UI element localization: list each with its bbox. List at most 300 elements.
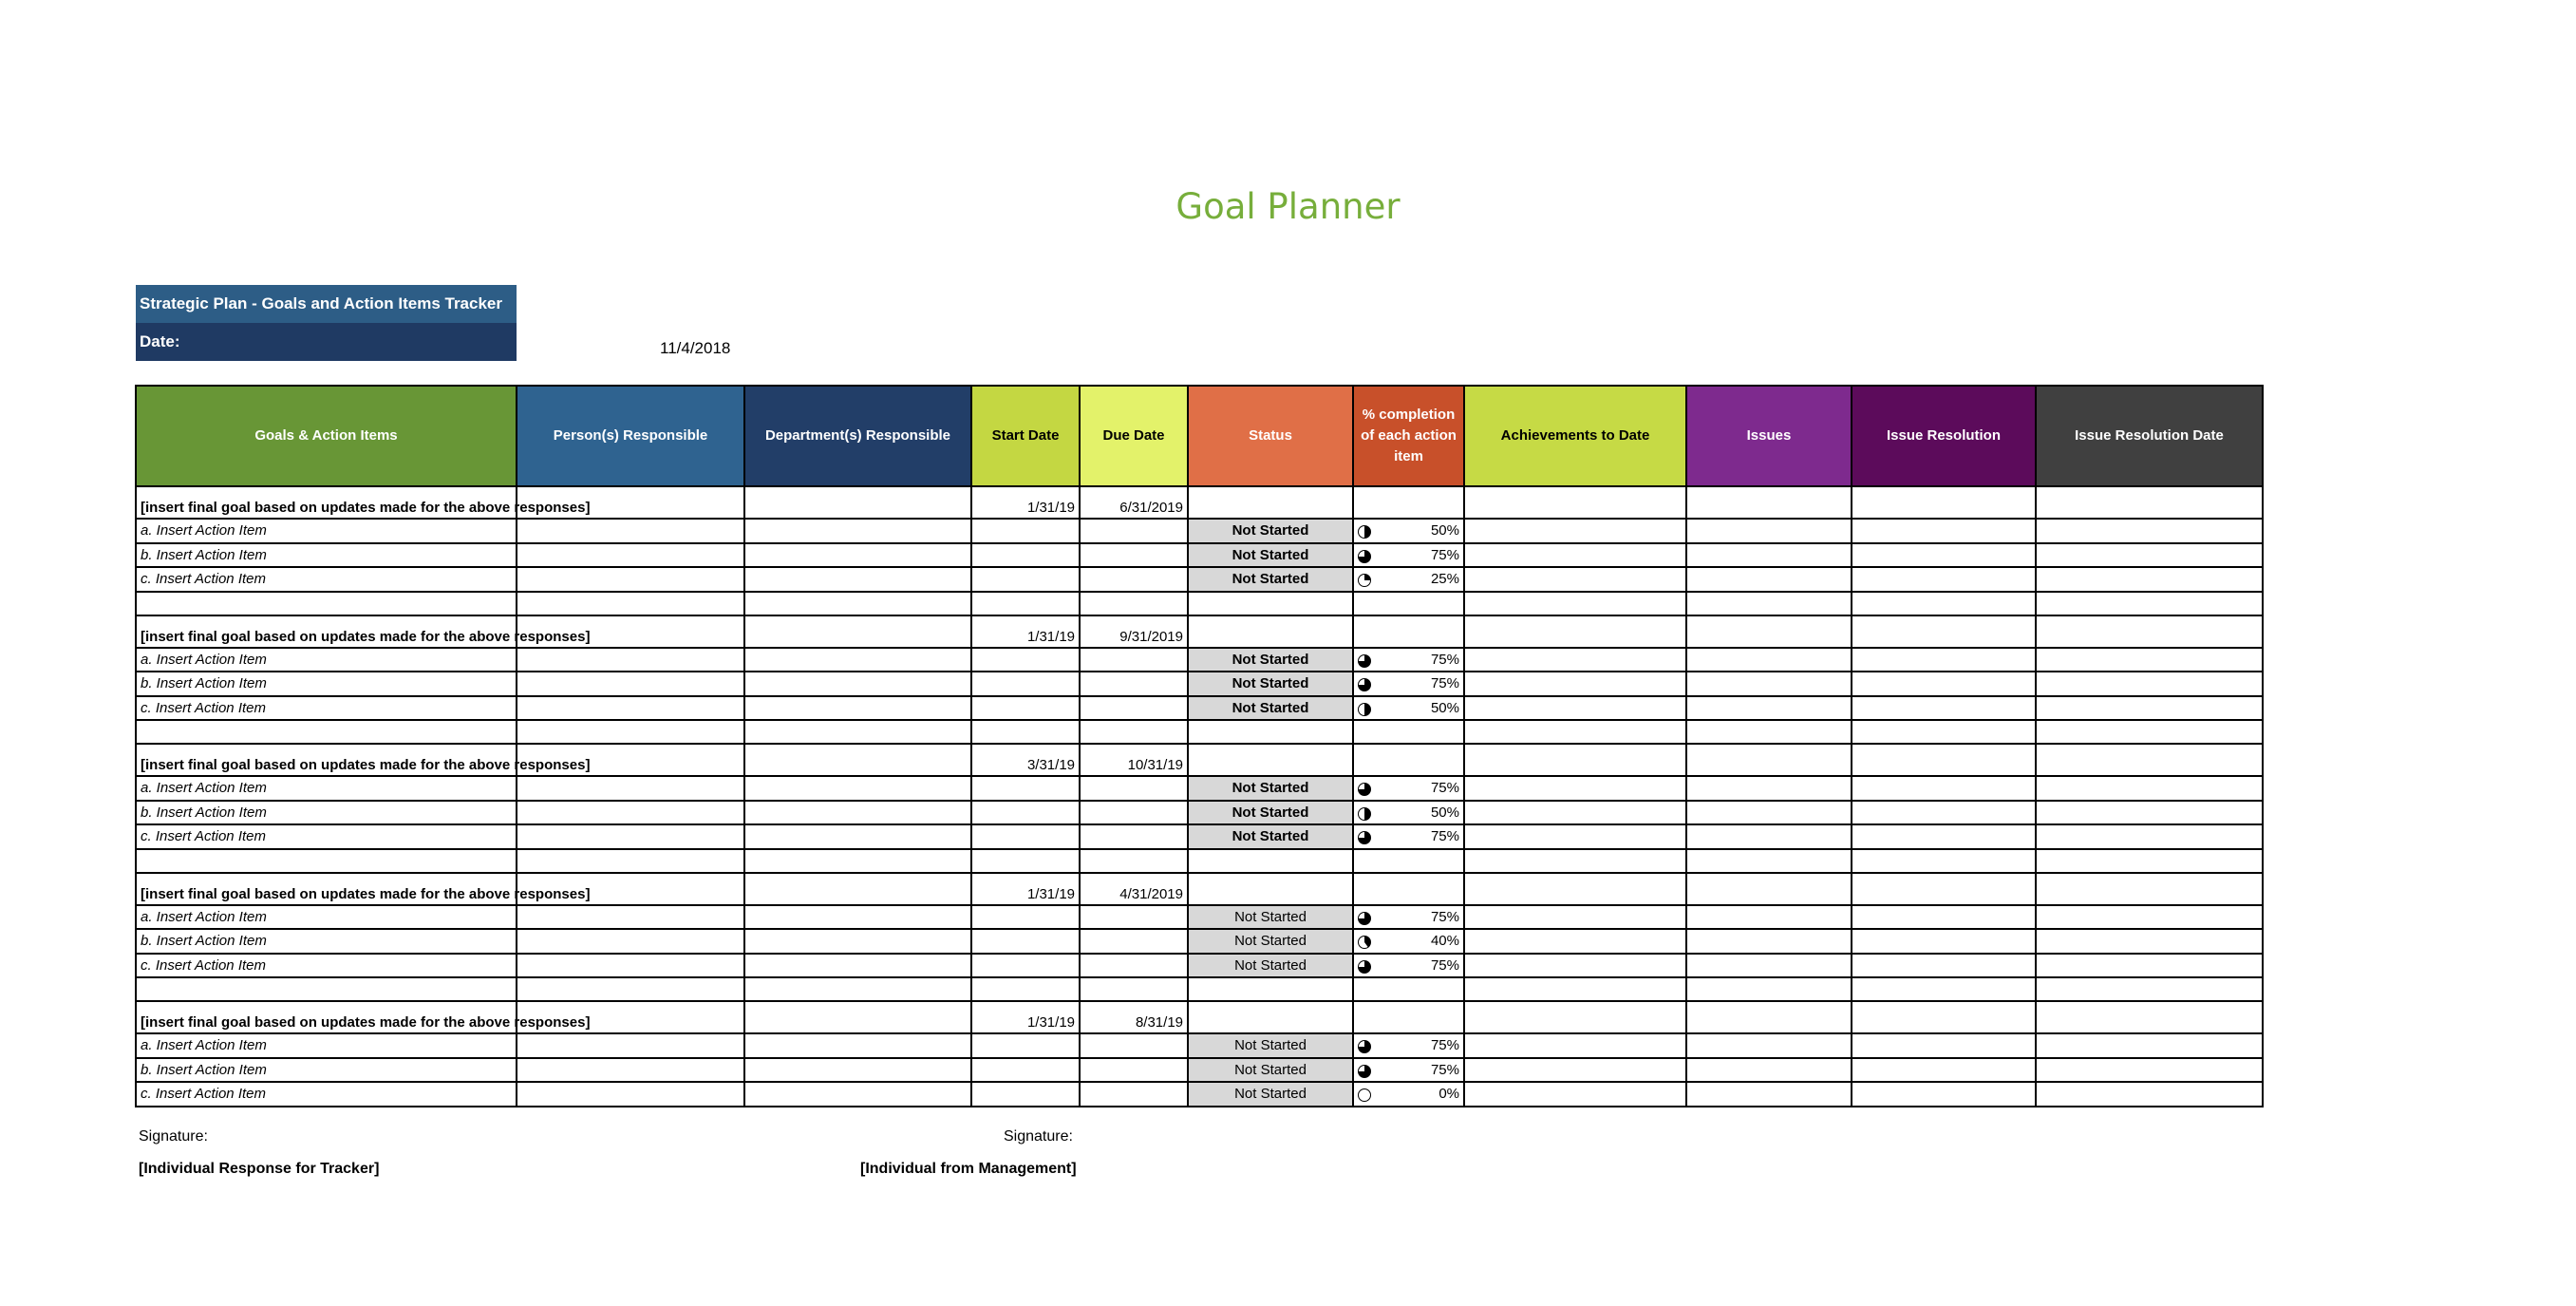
person-cell[interactable]: [517, 672, 744, 696]
empty-cell[interactable]: [1464, 615, 1686, 648]
start-date-cell[interactable]: [971, 824, 1080, 849]
department-cell[interactable]: [744, 615, 971, 648]
issue-resolution-cell[interactable]: [1852, 1082, 2036, 1107]
achievements-cell[interactable]: [1464, 543, 1686, 568]
empty-cell[interactable]: [744, 849, 971, 873]
department-cell[interactable]: [744, 929, 971, 954]
progress-pie-icon: [1357, 702, 1372, 717]
start-date-cell[interactable]: [971, 543, 1080, 568]
issues-cell[interactable]: [1686, 1082, 1852, 1107]
tracker-body: [136, 486, 2263, 1107]
empty-cell[interactable]: [1852, 849, 2036, 873]
achievements-cell[interactable]: [1464, 1082, 1686, 1107]
person-cell[interactable]: [517, 1082, 744, 1107]
department-cell[interactable]: [744, 824, 971, 849]
issue-resolution-cell[interactable]: [1852, 929, 2036, 954]
action-item-row: [136, 696, 2263, 721]
empty-cell[interactable]: [1080, 592, 1188, 615]
due-date-cell[interactable]: [1080, 567, 1188, 592]
achievements-cell[interactable]: [1464, 1033, 1686, 1058]
date-label-box: [136, 323, 517, 361]
action-item-label[interactable]: c. Insert Action Item: [136, 824, 517, 849]
achievements-cell[interactable]: [1464, 954, 1686, 978]
person-cell[interactable]: [517, 543, 744, 568]
completion-value: 75%: [1430, 546, 1459, 563]
spacer-row: [136, 977, 2263, 1001]
start-date-cell[interactable]: [971, 519, 1080, 543]
issue-resolution-date-cell[interactable]: [2036, 672, 2263, 696]
achievements-cell[interactable]: [1464, 519, 1686, 543]
due-date-cell[interactable]: [1080, 519, 1188, 543]
due-date-cell[interactable]: 6/31/2019: [1080, 486, 1188, 519]
empty-cell[interactable]: [1353, 486, 1464, 519]
empty-cell[interactable]: [517, 720, 744, 744]
issues-cell[interactable]: [1686, 519, 1852, 543]
issues-cell[interactable]: [1686, 954, 1852, 978]
goal-text[interactable]: [insert final goal based on updates made for the above responses]: [136, 744, 517, 776]
due-date-cell[interactable]: [1080, 929, 1188, 954]
empty-cell[interactable]: [517, 977, 744, 1001]
issue-resolution-cell[interactable]: [1852, 1033, 2036, 1058]
empty-cell[interactable]: [1852, 720, 2036, 744]
person-cell[interactable]: [517, 696, 744, 721]
issue-resolution-date-cell[interactable]: [2036, 1033, 2263, 1058]
empty-cell[interactable]: [1686, 486, 1852, 519]
department-cell[interactable]: [744, 648, 971, 672]
start-date-cell[interactable]: 1/31/19: [971, 1001, 1080, 1033]
status-cell[interactable]: Not Started: [1188, 905, 1353, 930]
issue-resolution-date-cell[interactable]: [2036, 648, 2263, 672]
signature-name-2: [Individual from Management]: [860, 1161, 1077, 1177]
action-item-label[interactable]: a. Insert Action Item: [136, 519, 517, 543]
department-cell[interactable]: [744, 873, 971, 905]
empty-cell[interactable]: [1852, 873, 2036, 905]
page-title: Goal Planner: [1175, 186, 1401, 227]
due-date-cell[interactable]: 10/31/19: [1080, 744, 1188, 776]
achievements-cell[interactable]: [1464, 776, 1686, 801]
empty-cell[interactable]: [971, 977, 1080, 1001]
department-cell[interactable]: [744, 744, 971, 776]
due-date-cell[interactable]: [1080, 776, 1188, 801]
empty-cell[interactable]: [1353, 873, 1464, 905]
issue-resolution-cell[interactable]: [1852, 1058, 2036, 1083]
due-date-cell[interactable]: [1080, 824, 1188, 849]
empty-cell[interactable]: [1353, 615, 1464, 648]
department-cell[interactable]: [744, 543, 971, 568]
progress-pie-icon: [1357, 653, 1372, 669]
empty-cell[interactable]: [1188, 592, 1353, 615]
person-cell[interactable]: [517, 954, 744, 978]
issue-resolution-date-cell[interactable]: [2036, 519, 2263, 543]
completion-cell[interactable]: [1353, 648, 1464, 672]
goal-row: [136, 486, 2263, 519]
empty-cell[interactable]: [1464, 873, 1686, 905]
status-cell[interactable]: Not Started: [1188, 519, 1353, 543]
empty-cell[interactable]: [971, 849, 1080, 873]
empty-cell[interactable]: [136, 849, 517, 873]
action-item-label[interactable]: c. Insert Action Item: [136, 1082, 517, 1107]
status-cell[interactable]: Not Started: [1188, 648, 1353, 672]
completion-cell[interactable]: [1353, 954, 1464, 978]
empty-cell[interactable]: [2036, 1001, 2263, 1033]
empty-cell[interactable]: [1188, 873, 1353, 905]
issue-resolution-date-cell[interactable]: [2036, 905, 2263, 930]
empty-cell[interactable]: [2036, 592, 2263, 615]
action-item-row: [136, 648, 2263, 672]
empty-cell[interactable]: [2036, 720, 2263, 744]
due-date-cell[interactable]: [1080, 648, 1188, 672]
achievements-cell[interactable]: [1464, 567, 1686, 592]
empty-cell[interactable]: [1353, 720, 1464, 744]
status-cell[interactable]: Not Started: [1188, 696, 1353, 721]
empty-cell[interactable]: [1353, 592, 1464, 615]
achievements-cell[interactable]: [1464, 648, 1686, 672]
completion-cell[interactable]: [1353, 929, 1464, 954]
empty-cell[interactable]: [1852, 744, 2036, 776]
empty-cell[interactable]: [1353, 744, 1464, 776]
due-date-cell[interactable]: [1080, 1082, 1188, 1107]
due-date-cell[interactable]: [1080, 905, 1188, 930]
empty-cell[interactable]: [744, 977, 971, 1001]
issue-resolution-cell[interactable]: [1852, 543, 2036, 568]
issues-cell[interactable]: [1686, 824, 1852, 849]
issue-resolution-cell[interactable]: [1852, 519, 2036, 543]
department-cell[interactable]: [744, 567, 971, 592]
action-item-label[interactable]: b. Insert Action Item: [136, 543, 517, 568]
status-cell[interactable]: Not Started: [1188, 776, 1353, 801]
empty-cell[interactable]: [744, 592, 971, 615]
achievements-cell[interactable]: [1464, 696, 1686, 721]
action-item-label[interactable]: b. Insert Action Item: [136, 801, 517, 825]
due-date-cell[interactable]: [1080, 801, 1188, 825]
person-cell[interactable]: [517, 567, 744, 592]
empty-cell[interactable]: [1080, 849, 1188, 873]
department-cell[interactable]: [744, 776, 971, 801]
progress-pie-icon: [1357, 573, 1372, 588]
start-date-cell[interactable]: [971, 929, 1080, 954]
empty-cell[interactable]: [1852, 977, 2036, 1001]
completion-cell[interactable]: [1353, 905, 1464, 930]
achievements-cell[interactable]: [1464, 905, 1686, 930]
signature-name-1: [Individual Response for Tracker]: [139, 1161, 380, 1177]
empty-cell[interactable]: [2036, 486, 2263, 519]
department-cell[interactable]: [744, 696, 971, 721]
empty-cell[interactable]: [517, 849, 744, 873]
status-cell[interactable]: Not Started: [1188, 567, 1353, 592]
person-cell[interactable]: [517, 648, 744, 672]
empty-cell[interactable]: [744, 720, 971, 744]
empty-cell[interactable]: [1686, 873, 1852, 905]
issue-resolution-cell[interactable]: [1852, 824, 2036, 849]
achievements-cell[interactable]: [1464, 801, 1686, 825]
empty-cell[interactable]: [2036, 615, 2263, 648]
empty-cell[interactable]: [1188, 486, 1353, 519]
empty-cell[interactable]: [1852, 592, 2036, 615]
goal-text[interactable]: [insert final goal based on updates made for the above responses]: [136, 486, 517, 519]
start-date-cell[interactable]: [971, 1058, 1080, 1083]
goal-row: [136, 615, 2263, 648]
completion-cell[interactable]: [1353, 801, 1464, 825]
issue-resolution-cell[interactable]: [1852, 801, 2036, 825]
issue-resolution-date-cell[interactable]: [2036, 567, 2263, 592]
person-cell[interactable]: [517, 801, 744, 825]
department-cell[interactable]: [744, 1082, 971, 1107]
issues-cell[interactable]: [1686, 696, 1852, 721]
empty-cell[interactable]: [1464, 1001, 1686, 1033]
empty-cell[interactable]: [1686, 720, 1852, 744]
department-cell[interactable]: [744, 905, 971, 930]
col-header-achievements: Achievements to Date: [1464, 386, 1686, 486]
department-cell[interactable]: [744, 486, 971, 519]
completion-cell[interactable]: [1353, 1082, 1464, 1107]
empty-cell[interactable]: [1464, 720, 1686, 744]
issue-resolution-date-cell[interactable]: [2036, 801, 2263, 825]
department-cell[interactable]: [744, 954, 971, 978]
empty-cell[interactable]: [1188, 744, 1353, 776]
action-item-row: [136, 672, 2263, 696]
empty-cell[interactable]: [1353, 849, 1464, 873]
completion-value: 75%: [1430, 1061, 1459, 1078]
action-item-row: [136, 801, 2263, 825]
issue-resolution-cell[interactable]: [1852, 905, 2036, 930]
due-date-cell[interactable]: [1080, 1058, 1188, 1083]
empty-cell[interactable]: [971, 720, 1080, 744]
issue-resolution-cell[interactable]: [1852, 954, 2036, 978]
completion-value: 50%: [1430, 699, 1459, 716]
empty-cell[interactable]: [1686, 849, 1852, 873]
person-cell[interactable]: [517, 824, 744, 849]
empty-cell[interactable]: [1464, 849, 1686, 873]
issue-resolution-cell[interactable]: [1852, 776, 2036, 801]
person-cell[interactable]: [517, 905, 744, 930]
empty-cell[interactable]: [1188, 849, 1353, 873]
status-cell[interactable]: Not Started: [1188, 543, 1353, 568]
empty-cell[interactable]: [136, 720, 517, 744]
action-item-label[interactable]: a. Insert Action Item: [136, 905, 517, 930]
issue-resolution-date-cell[interactable]: [2036, 954, 2263, 978]
action-item-label[interactable]: b. Insert Action Item: [136, 1058, 517, 1083]
issue-resolution-date-cell[interactable]: [2036, 543, 2263, 568]
start-date-cell[interactable]: [971, 954, 1080, 978]
progress-pie-icon: [1357, 806, 1372, 822]
action-item-row: [136, 519, 2263, 543]
action-item-label[interactable]: b. Insert Action Item: [136, 672, 517, 696]
empty-cell[interactable]: [136, 592, 517, 615]
issue-resolution-cell[interactable]: [1852, 648, 2036, 672]
completion-cell[interactable]: [1353, 696, 1464, 721]
completion-cell[interactable]: [1353, 1058, 1464, 1083]
issues-cell[interactable]: [1686, 801, 1852, 825]
status-cell[interactable]: Not Started: [1188, 1082, 1353, 1107]
issues-cell[interactable]: [1686, 1033, 1852, 1058]
action-item-row: [136, 567, 2263, 592]
empty-cell[interactable]: [1464, 592, 1686, 615]
status-cell[interactable]: Not Started: [1188, 1058, 1353, 1083]
achievements-cell[interactable]: [1464, 1058, 1686, 1083]
due-date-cell[interactable]: [1080, 672, 1188, 696]
department-cell[interactable]: [744, 801, 971, 825]
col-header-status: Status: [1188, 386, 1353, 486]
empty-cell[interactable]: [517, 592, 744, 615]
empty-cell[interactable]: [2036, 744, 2263, 776]
issues-cell[interactable]: [1686, 776, 1852, 801]
issues-cell[interactable]: [1686, 672, 1852, 696]
action-item-label[interactable]: a. Insert Action Item: [136, 648, 517, 672]
empty-cell[interactable]: [2036, 849, 2263, 873]
empty-cell[interactable]: [1353, 1001, 1464, 1033]
completion-value: 75%: [1430, 908, 1459, 925]
empty-cell[interactable]: [971, 592, 1080, 615]
issues-cell[interactable]: [1686, 648, 1852, 672]
empty-cell[interactable]: [2036, 873, 2263, 905]
empty-cell[interactable]: [1686, 744, 1852, 776]
due-date-cell[interactable]: 4/31/2019: [1080, 873, 1188, 905]
issue-resolution-cell[interactable]: [1852, 696, 2036, 721]
achievements-cell[interactable]: [1464, 672, 1686, 696]
progress-pie-icon: [1357, 524, 1372, 539]
empty-cell[interactable]: [1464, 486, 1686, 519]
issues-cell[interactable]: [1686, 929, 1852, 954]
start-date-cell[interactable]: 1/31/19: [971, 873, 1080, 905]
empty-cell[interactable]: [1852, 486, 2036, 519]
empty-cell[interactable]: [1464, 744, 1686, 776]
issues-cell[interactable]: [1686, 543, 1852, 568]
progress-pie-icon: [1357, 677, 1372, 692]
issue-resolution-date-cell[interactable]: [2036, 696, 2263, 721]
person-cell[interactable]: [517, 929, 744, 954]
start-date-cell[interactable]: [971, 567, 1080, 592]
action-item-label[interactable]: c. Insert Action Item: [136, 696, 517, 721]
action-item-label[interactable]: c. Insert Action Item: [136, 567, 517, 592]
person-cell[interactable]: [517, 1058, 744, 1083]
goal-row: [136, 744, 2263, 776]
empty-cell[interactable]: [1686, 977, 1852, 1001]
start-date-cell[interactable]: 3/31/19: [971, 744, 1080, 776]
progress-pie-icon: [1357, 830, 1372, 845]
department-cell[interactable]: [744, 519, 971, 543]
issue-resolution-date-cell[interactable]: [2036, 824, 2263, 849]
action-item-row: [136, 929, 2263, 954]
completion-cell[interactable]: [1353, 776, 1464, 801]
goals-tracker-table: [135, 385, 2264, 1107]
action-item-label[interactable]: b. Insert Action Item: [136, 929, 517, 954]
empty-cell[interactable]: [1188, 720, 1353, 744]
empty-cell[interactable]: [1686, 615, 1852, 648]
progress-pie-icon: [1357, 935, 1372, 950]
person-cell[interactable]: [517, 776, 744, 801]
department-cell[interactable]: [744, 1033, 971, 1058]
action-item-row: [136, 776, 2263, 801]
person-cell[interactable]: [517, 519, 744, 543]
action-item-label[interactable]: a. Insert Action Item: [136, 1033, 517, 1058]
empty-cell[interactable]: [2036, 977, 2263, 1001]
completion-cell[interactable]: [1353, 1033, 1464, 1058]
goal-text[interactable]: [insert final goal based on updates made for the above responses]: [136, 873, 517, 905]
issue-resolution-cell[interactable]: [1852, 567, 2036, 592]
department-cell[interactable]: [744, 1001, 971, 1033]
empty-cell[interactable]: [1686, 1001, 1852, 1033]
empty-cell[interactable]: [1188, 977, 1353, 1001]
department-cell[interactable]: [744, 672, 971, 696]
due-date-cell[interactable]: 8/31/19: [1080, 1001, 1188, 1033]
start-date-cell[interactable]: [971, 1082, 1080, 1107]
empty-cell[interactable]: [1188, 1001, 1353, 1033]
goal-text[interactable]: [insert final goal based on updates made for the above responses]: [136, 615, 517, 648]
start-date-cell[interactable]: 1/31/19: [971, 615, 1080, 648]
completion-value: 75%: [1430, 828, 1459, 845]
completion-cell[interactable]: [1353, 567, 1464, 592]
status-cell[interactable]: Not Started: [1188, 1033, 1353, 1058]
empty-cell[interactable]: [1464, 977, 1686, 1001]
empty-cell[interactable]: [1353, 977, 1464, 1001]
due-date-cell[interactable]: 9/31/2019: [1080, 615, 1188, 648]
completion-cell[interactable]: [1353, 543, 1464, 568]
issues-cell[interactable]: [1686, 567, 1852, 592]
issue-resolution-date-cell[interactable]: [2036, 776, 2263, 801]
goal-text[interactable]: [insert final goal based on updates made for the above responses]: [136, 1001, 517, 1033]
empty-cell[interactable]: [1686, 592, 1852, 615]
progress-pie-icon: [1357, 1039, 1372, 1054]
completion-value: 0%: [1438, 1086, 1459, 1103]
completion-value: 75%: [1430, 1037, 1459, 1054]
issues-cell[interactable]: [1686, 905, 1852, 930]
empty-cell[interactable]: [1852, 615, 2036, 648]
due-date-cell[interactable]: [1080, 954, 1188, 978]
date-label: Date:: [140, 332, 180, 350]
start-date-cell[interactable]: [971, 672, 1080, 696]
start-date-cell[interactable]: [971, 776, 1080, 801]
issues-cell[interactable]: [1686, 1058, 1852, 1083]
start-date-cell[interactable]: [971, 1033, 1080, 1058]
completion-cell[interactable]: [1353, 519, 1464, 543]
due-date-cell[interactable]: [1080, 696, 1188, 721]
start-date-cell[interactable]: [971, 648, 1080, 672]
status-cell[interactable]: Not Started: [1188, 801, 1353, 825]
completion-value: 75%: [1430, 956, 1459, 974]
status-cell[interactable]: Not Started: [1188, 672, 1353, 696]
status-cell[interactable]: Not Started: [1188, 954, 1353, 978]
issue-resolution-date-cell[interactable]: [2036, 1058, 2263, 1083]
achievements-cell[interactable]: [1464, 824, 1686, 849]
achievements-cell[interactable]: [1464, 929, 1686, 954]
completion-cell[interactable]: [1353, 672, 1464, 696]
issue-resolution-date-cell[interactable]: [2036, 929, 2263, 954]
empty-cell[interactable]: [1080, 977, 1188, 1001]
due-date-cell[interactable]: [1080, 1033, 1188, 1058]
col-header-issue-resolution: Issue Resolution: [1852, 386, 2036, 486]
issue-resolution-date-cell[interactable]: [2036, 1082, 2263, 1107]
start-date-cell[interactable]: [971, 696, 1080, 721]
empty-cell[interactable]: [1080, 720, 1188, 744]
status-cell[interactable]: Not Started: [1188, 824, 1353, 849]
col-header-completion: % completion of each action item: [1353, 386, 1464, 486]
start-date-cell[interactable]: [971, 801, 1080, 825]
action-item-label[interactable]: c. Insert Action Item: [136, 954, 517, 978]
empty-cell[interactable]: [1188, 615, 1353, 648]
start-date-cell[interactable]: [971, 905, 1080, 930]
due-date-cell[interactable]: [1080, 543, 1188, 568]
empty-cell[interactable]: [1852, 1001, 2036, 1033]
department-cell[interactable]: [744, 1058, 971, 1083]
action-item-label[interactable]: a. Insert Action Item: [136, 776, 517, 801]
progress-pie-icon: [1357, 782, 1372, 797]
status-cell[interactable]: Not Started: [1188, 929, 1353, 954]
completion-cell[interactable]: [1353, 824, 1464, 849]
issue-resolution-cell[interactable]: [1852, 672, 2036, 696]
empty-cell[interactable]: [136, 977, 517, 1001]
start-date-cell[interactable]: 1/31/19: [971, 486, 1080, 519]
person-cell[interactable]: [517, 1033, 744, 1058]
